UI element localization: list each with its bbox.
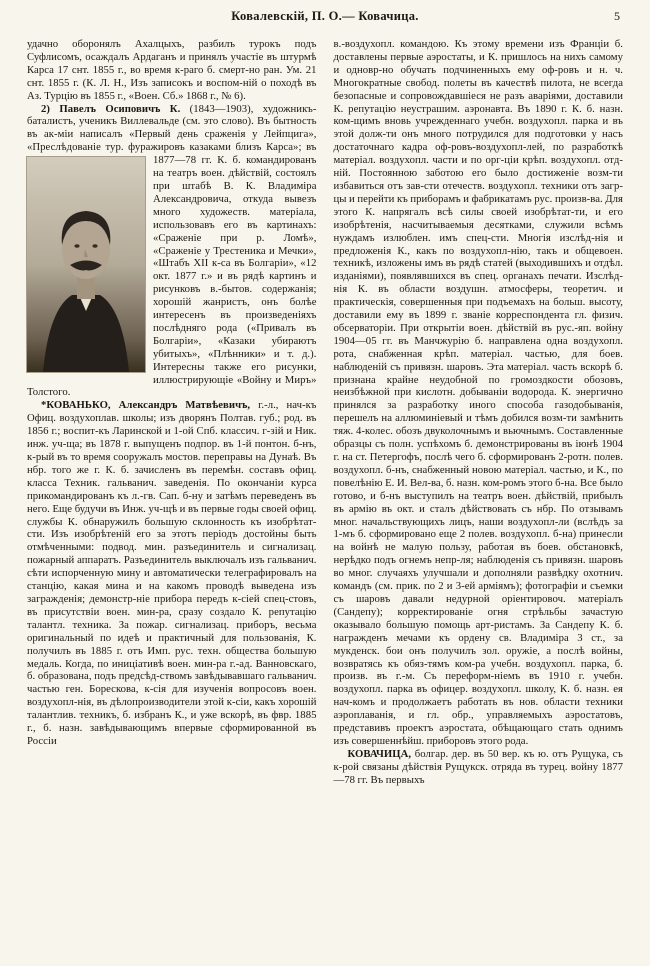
entry-kovanko-body: г.-л., нач-къ Офиц. воздухоплав. школы; изъ дворянъ Полтав. губ.; род. въ 1856 г.; воспит-къ Ларинской и 1-ой Спб. классич. г-зій и Ник. инж. уч-ща; въ 1878 г. выпущенъ подпор. въ 1-й понтон. б-нъ, к-рый въ то время сооружалъ мостов. переправы на Дунаѣ. Въ нбр. того же г. К. б. зачисленъ въ перемѣн. составъ офиц. класса Техник. гальванич. заведенія. По окончаніи курса прикомандированъ къ л.-гв. Сап. б-ну и затѣмъ переведенъ въ него. Еще будучи въ Инж. уч-щѣ и въ первые годы своей офиц. службы К. обнаружилъ большую склонность къ изобрѣтат-сти. Изъ изобрѣтеній его за этотъ періодъ достойны быть отмѣченными: подвод. мин. разъединитель и сигнализац. пожарный аппаратъ. Разъединитель выключалъ изъ гальванич. сѣти испорченную мину и автоматически телеграфировалъ на станцію, какая мина и на какомъ проводѣ выведена изъ загражденія; демонстр-ніе прибора передъ к-сіей спец-стовъ, въ присутствіи воен. мин-ра, сразу создало К. репутацію талантл. техника. За пожар. сигнализац. приборъ, весьма оригинальный по идеѣ и практичный для пользованія, К. получилъ въ 1885 г. отъ Имп. рус. техн. общества большую медаль. Когда, по иниціативѣ воен. мин-ра г.-ад. Ванновскаго, б. образована, подъ предсѣд-ствомъ завѣдывавшаго гальванич. частью ген. Борескова, к-сія для изученія вопросовъ воен. воздухопл-нія, въ дѣлопроизводители этой к-сіи, какъ хорошій талантлив. техникъ, б. избранъ К., и уже вскорѣ, въ фвр. 1885 г., б. назн. завѣдывающимъ впервые сформированной въ Россіи: [27, 399, 317, 747]
entry-kovachitsa-lead: КОВАЧИЦА,: [347, 747, 412, 760]
text-columns: [0, 35, 650, 787]
page-header: [0, 0, 650, 35]
running-title: Ковалевскій, П. О.— Ковачица.: [231, 9, 419, 23]
entry-kovalevsky-body: въ 1877—78 гг. К. б. командированъ на театръ воен. дѣйствій, состоялъ при штабѣ В. К. Владиміра Александровича, откуда вывезъ много художеств. матеріала, использовавъ его въ картинахъ: «Сраженіе при р. Ломѣ», «Сраженіе у Трестеника и Мечки», «Штабъ XII к-са въ Болгаріи», «12 окт. 1877 г.» и въ рядѣ картинъ и рисунковъ в.-бытов. содержанія; хорошій жанристъ, онъ болѣе интересенъ въ произведеніяхъ послѣдняго рода («Привалъ въ Болгаріи», «Казаки убираютъ убитыхъ», «Плѣнники» и т. д.). Интересны также его рисунки, иллюстрирующіе «Войну и Миръ» Толстого.: [27, 141, 317, 399]
page-number: 5: [614, 9, 620, 23]
entry-kovalevsky-intro: (1843—1903), художникъ-баталистъ, ученикъ Виллевальде (см. это слово). Въ бытность въ ак-міи написалъ «Первый день сраженія у Лейпцига», «Преслѣдованіе тур. фуражировъ казаками близъ Карса»;: [27, 102, 317, 154]
portrait-photo: [27, 157, 145, 372]
left-column: [27, 38, 317, 787]
entry-kovanko: [27, 399, 317, 747]
entry-kovachitsa-body: болгар. дер. въ 50 вер. къ ю. отъ Рущука, съ к-рой связаны дѣйствія Рущукск. отряда въ турец. войну 1877—78 гг. Въ первыхъ: [333, 747, 623, 786]
entry-kovanko-lead: *КОВАНЬКО, Александръ Матвѣевичъ,: [41, 399, 251, 412]
continuation-paragraph-right: в.-воздухопл. командою. Къ этому времени изъ Франціи б. доставлены первые аэростаты, и К. пришлось на нихъ самому и одновр-но обучать подчиненныхъ ему оф-ровъ и н. ч. Многократные свобод. полеты въ качествѣ пилота, не всегда безопасные и сопровождавшіеся не разъ аваріями, доставили К. репутацію неустрашим. аэронавта. Въ 1890 г. К. б. назн. ком-щимъ вновь учрежденнаго учебн. воздухопл. парка и въ этой долж-ти онъ много потрудился для подготовки у насъ достаточнаго кадра оф-ровъ-воздухопл-лей, по разработкѣ матеріал. воздухопл. части и по орг-ціи крѣп. воздухопл. отд-ній. Постоянною заботою его было достиженіе возм-ти избавиться отъ зав-сти отечеств. воздухопл. техники отъ загр-цы и перейти къ приборамъ и фабрикатамъ рус. произв-ва. Для этого К. напрягалъ всѣ силы своей изобрѣтат-ти, и его изобрѣтенія, насчитываемыя десятками, служили всѣмъ нуждамъ излюблен. имъ спец-сти. Многія изслѣд-нія и предложенія К., какъ по воздухопл-нію, такъ и общевоен. техникѣ, изложены имъ въ рядѣ статей (выходившихъ и отдѣл. изданіями), появлявшихся въ спец. органахъ печати. Изслѣд-нія К. въ области воздушн. атмосферы, теоретич. и практическія, совершенныя при подъемахъ на больш. высоту, доставили ему въ 1899 г. званіе корреспондента гл. физич. обсерваторіи. При открытіи воен. дѣйствій въ рус.-яп. войну 1904—05 гг. въ Манчжурію б. направлена одна воздухопл. рота, снабженная крѣп. матеріал. частью, для боев. наблюденій съ привязн. шаровъ. Эта матеріал. часть вскорѣ б. признана крайне неудобной по громоздкости обозовъ, неизбѣжной при кислотн. добываніи водорода. К. энергично принялся за разработку иного способа газодобыванія, перешелъ на аллюминіевый и тѣмъ добился возм-ти замѣнить тяж. 4-колес. обозъ двуколочнымъ и вьючнымъ. Составленные образцы съ полн. успѣхомъ б. демонстрированы въ іюнѣ 1904 г. на ст. Петергофъ, послѣ чего б. сформированъ 2-ротн. полев. воздухопл. б-нъ, снабженный новою матеріал. частью, и К., по повелѣнію Е. И. Вел-ва, б. назн. ком-ромъ этого б-на. Все было готово, и б-нъ выступилъ на театръ воен. дѣйствій, прибылъ въ армію въ окт. и сталъ дѣйствовать съ нбр. По отзывамъ мног. начальствующихъ лицъ, наши воздухопл-ли (вслѣдъ за 1-мъ б. сформировано еще 2 полев. воздухопл. б-на) принесли на войнѣ не малую пользу, работая въ боев. обстановкѣ, нерѣдко подъ огнемъ непр-ля; наблюденія съ привязн. шаровъ во мног. случаяхъ улучшали и дополняли развѣдку охотнич. командъ (см. прик. по 2 и 3-ей арміямъ); фотографіи и съемки съ шаровъ давали недурной оріентировоч. матеріалъ (Сандепу); корректированіе огня стрѣльбы зачастую оказывало большую помощь арт-ристамъ. За Сандепу К. б. награжденъ мечами къ ордену св. Владиміра 3 ст., за мукденск. бои онъ получилъ зол. оружіе, а послѣ войны, возвратясь къ обяз-тямъ ком-ра учебн. воздухопл. парка, б. произв. въ г.-м. Съ переформ-ніемъ въ 1910 г. учебн. воздухопл. парка въ офицер. воздухопл. школу, К. б. назн. ея нач-комъ и продолжаетъ работать въ нов. области техники аэроплаванія, и гл. обр., управляемыхъ аэростатовъ, представивъ проектъ аэростата, обѣщающаго стать однимъ изъ совершеннѣйш. приборовъ этого рода.: [333, 38, 623, 747]
entry-kovalevsky-pavel: [27, 103, 317, 400]
continuation-paragraph-left: удачно оборонялъ Ахалцыхъ, разбилъ турокъ подъ Суфлисомъ, осаждалъ Ардаганъ и принялъ участіе въ штурмѣ Карса 17 снт. 1855 г., во время к-раго б. смерт-но ран. Ум. 21 снт. 1855 г. (К. Л. Н., Изъ записокъ и воспом-ній о походѣ въ Аз. Турцію въ 1855 г., «Воен. Сб.» 1868 г., № 6).: [27, 38, 317, 102]
entry-kovachitsa: [334, 748, 624, 787]
right-column: [334, 38, 624, 787]
entry-kovalevsky-lead: 2) Павелъ Осиповичъ К.: [41, 102, 181, 115]
